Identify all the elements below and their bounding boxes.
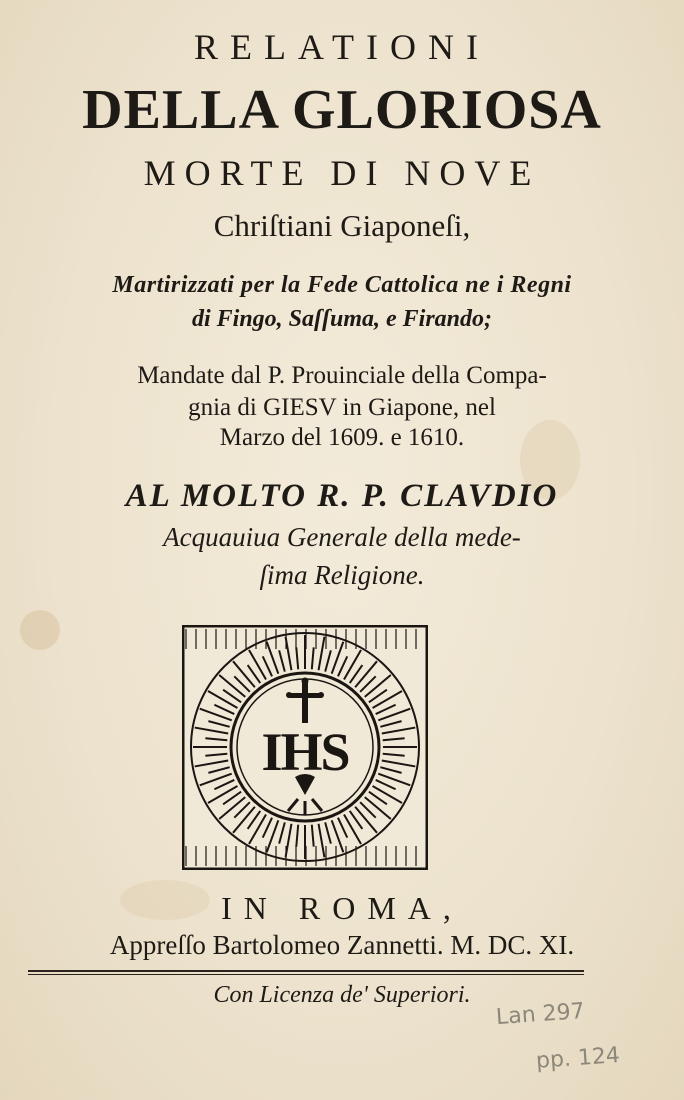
divider-rule — [28, 974, 584, 975]
pencil-annotation-1: Lan 297 — [495, 998, 586, 1031]
divider-rule — [28, 970, 584, 972]
jesuit-ihs-sunburst-icon — [182, 625, 428, 870]
title-line-3: MORTE DI NOVE — [143, 153, 541, 193]
sender-line-2: gnia di GIESV in Giapone, nel — [188, 394, 496, 421]
subtitle-line-2: di Fingo, Saſſuma, e Firando; — [191, 306, 493, 332]
pencil-annotation-2: pp. 124 — [535, 1043, 621, 1074]
imprint-city: IN ROMA, — [221, 890, 463, 926]
sender-line-3: Marzo del 1609. e 1610. — [219, 424, 465, 451]
imprint-license: Con Licenza de' Superiori. — [213, 982, 471, 1008]
paper-stain — [20, 610, 60, 650]
imprint-printer: Appreſſo Bartolomeo Zannetti. M. DC. XI. — [109, 930, 575, 960]
ihs-letters: IHS — [261, 722, 349, 782]
subtitle-line-1: Martirizzati per la Fede Cattolica ne i Regni — [112, 272, 572, 298]
title-line-1: RELATIONI — [194, 27, 490, 67]
dedication-line-2: Acquauiua Generale della mede- — [163, 522, 521, 552]
dedication-line-1: AL MOLTO R. P. CLAVDIO — [125, 478, 559, 514]
title-line-4: Chriſtiani Giaponeſi, — [213, 208, 471, 243]
sender-line-1: Mandate dal P. Prouinciale della Compa- — [137, 362, 547, 389]
title-line-2: DELLA GLORIOSA — [82, 79, 602, 141]
dedication-line-3: ſima Religione. — [259, 560, 425, 590]
